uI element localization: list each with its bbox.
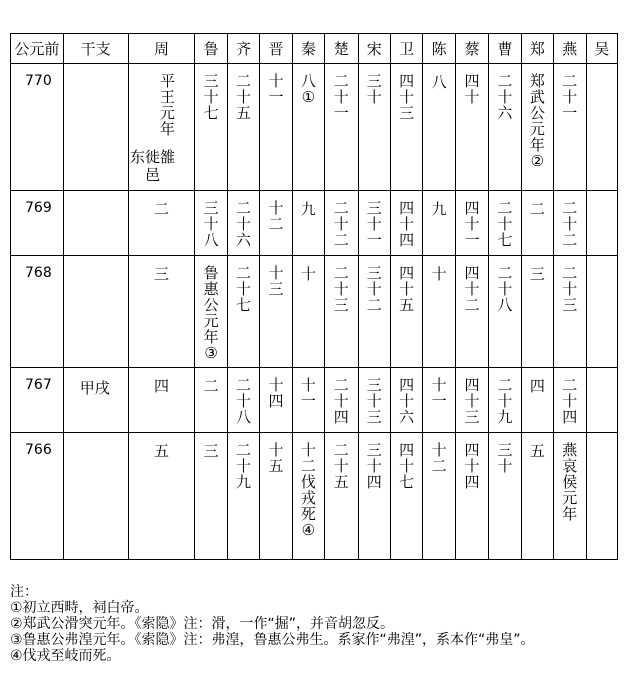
cell-zhou	[128, 433, 195, 560]
cell-wei	[390, 433, 422, 560]
cell-zheng	[521, 64, 553, 191]
cell-cao-text: 二十七	[497, 199, 513, 249]
cell-lu-text: 三十七	[203, 72, 219, 122]
cell-zhou	[128, 64, 195, 191]
cell-cai	[455, 433, 488, 560]
cell-chu-text: 二十三	[333, 264, 349, 314]
cell-qi	[227, 368, 259, 433]
cell-wu	[586, 368, 618, 433]
cell-song	[358, 368, 390, 433]
cell-yan	[554, 191, 586, 256]
cell-lu	[195, 191, 227, 256]
col-header-wu: 吴	[586, 34, 618, 64]
cell-wei-text: 四十五	[399, 264, 415, 314]
cell-qin-text: 十	[300, 265, 316, 283]
cell-yan-text: 燕哀侯元年	[562, 441, 578, 523]
cell-zheng-text: 郑武公元年②	[529, 72, 545, 170]
cell-chen-text: 九	[431, 200, 447, 218]
cell-qin-text: 十一	[300, 376, 316, 410]
cell-qin	[292, 64, 324, 191]
cell-wu	[586, 191, 618, 256]
cell-song-text: 三十四	[366, 441, 382, 491]
footnote-2: ②郑武公滑突元年。《索隐》注：滑，一作“掘”，并音胡忽反。	[10, 616, 395, 632]
cell-lu	[195, 64, 227, 191]
cell-qin	[292, 191, 324, 256]
col-header-zheng: 郑	[521, 34, 553, 64]
cell-chen-text: 十二	[431, 441, 447, 475]
cell-cao-text: 二十八	[497, 264, 513, 314]
cell-chu-text: 二十二	[333, 199, 349, 249]
cell-jin	[260, 256, 292, 368]
cell-jin	[260, 191, 292, 256]
cell-ganzhi	[63, 191, 128, 256]
cell-jin-text: 十一	[268, 72, 284, 106]
cell-cao	[489, 256, 521, 368]
footnote-4: ④伐戎至岐而死。	[10, 648, 121, 664]
cell-song	[358, 191, 390, 256]
cell-lu	[195, 433, 227, 560]
cell-jin	[260, 368, 292, 433]
col-header-jin: 晋	[260, 34, 292, 64]
cell-zhou-text: 四	[153, 377, 169, 395]
cell-zhou	[128, 191, 195, 256]
col-header-yan: 燕	[554, 34, 586, 64]
cell-cai-text: 四十四	[464, 441, 480, 491]
cell-qin	[292, 433, 324, 560]
cell-jin-text: 十二	[268, 199, 284, 233]
cell-song	[358, 433, 390, 560]
cell-ganzhi: 甲戌	[63, 368, 128, 433]
cell-chen	[423, 191, 455, 256]
notes-title: 注：	[10, 584, 38, 600]
col-header-year: 公元前	[11, 34, 64, 64]
cell-lu	[195, 368, 227, 433]
cell-qi-text: 二十五	[236, 72, 252, 122]
cell-song	[358, 256, 390, 368]
cell-song-text: 三十	[366, 72, 382, 106]
cell-qi-text: 二十六	[236, 199, 252, 249]
cell-wei-text: 四十三	[399, 72, 415, 122]
cell-wu	[586, 64, 618, 191]
cell-song-text: 三十一	[366, 199, 382, 249]
cell-zhou-text: 平王元年	[159, 72, 175, 138]
cell-zheng-text: 三	[529, 265, 545, 283]
cell-yan	[554, 256, 586, 368]
col-header-chu: 楚	[325, 34, 358, 64]
cell-cai	[455, 64, 488, 191]
cell-yan-text: 二十三	[562, 264, 578, 314]
cell-ganzhi	[63, 64, 128, 191]
cell-qi-text: 二十七	[236, 264, 252, 314]
cell-cao-text: 三十	[497, 441, 513, 475]
cell-qin-text: 九	[300, 200, 316, 218]
header-row	[11, 34, 618, 64]
table-row-768	[11, 256, 618, 368]
col-header-cai: 蔡	[455, 34, 488, 64]
cell-zhou	[128, 256, 195, 368]
cell-wei-text: 四十四	[399, 199, 415, 249]
cell-zheng-text: 五	[529, 442, 545, 460]
cell-chu	[325, 191, 358, 256]
cell-zheng	[521, 433, 553, 560]
cell-chu-text: 二十四	[333, 376, 349, 426]
cell-cao-text: 二十六	[497, 72, 513, 122]
cell-song-text: 三十三	[366, 376, 382, 426]
cell-cai	[455, 368, 488, 433]
col-header-qi: 齐	[227, 34, 259, 64]
cell-lu-text: 鲁惠公元年③	[203, 264, 219, 362]
col-header-lu: 鲁	[195, 34, 227, 64]
cell-song	[358, 64, 390, 191]
cell-zhou-text: 三	[153, 265, 169, 283]
cell-yan	[554, 433, 586, 560]
cell-wei	[390, 191, 422, 256]
cell-wei-text: 四十七	[399, 441, 415, 491]
cell-zhou-note: 东徙雒邑	[130, 148, 176, 184]
col-header-zhou: 周	[128, 34, 195, 64]
cell-lu-text: 二	[203, 377, 219, 395]
cell-year: 769	[11, 191, 64, 256]
chronology-table	[10, 33, 618, 560]
cell-qi-text: 二十八	[236, 376, 252, 426]
cell-yan	[554, 368, 586, 433]
footnotes	[10, 584, 622, 664]
cell-year: 767	[11, 368, 64, 433]
cell-zheng	[521, 191, 553, 256]
cell-ganzhi	[63, 256, 128, 368]
cell-year: 770	[11, 64, 64, 191]
cell-wu	[586, 433, 618, 560]
cell-wu	[586, 256, 618, 368]
cell-song-text: 三十二	[366, 264, 382, 314]
cell-chen	[423, 368, 455, 433]
cell-wei	[390, 64, 422, 191]
col-header-qin: 秦	[292, 34, 324, 64]
cell-zheng	[521, 368, 553, 433]
cell-zheng-text: 四	[529, 377, 545, 395]
cell-zhou-text: 五	[153, 442, 169, 460]
col-header-chen: 陈	[423, 34, 455, 64]
cell-zhou	[128, 368, 195, 433]
cell-yan-text: 二十四	[562, 376, 578, 426]
cell-chen	[423, 64, 455, 191]
cell-cao	[489, 433, 521, 560]
table-row-770	[11, 64, 618, 191]
cell-cai	[455, 256, 488, 368]
cell-jin	[260, 433, 292, 560]
cell-year: 766	[11, 433, 64, 560]
cell-year: 768	[11, 256, 64, 368]
cell-jin-text: 十四	[268, 376, 284, 410]
cell-chen	[423, 433, 455, 560]
cell-chu	[325, 368, 358, 433]
col-header-song: 宋	[358, 34, 390, 64]
cell-chen-text: 十	[431, 265, 447, 283]
cell-lu-text: 三	[203, 442, 219, 460]
cell-yan-text: 二十一	[562, 72, 578, 122]
table-row-766	[11, 433, 618, 560]
cell-jin	[260, 64, 292, 191]
cell-cao	[489, 64, 521, 191]
cell-wei	[390, 256, 422, 368]
cell-wei	[390, 368, 422, 433]
cell-cai-text: 四十一	[464, 199, 480, 249]
cell-cai-text: 四十三	[464, 376, 480, 426]
cell-qin-text: 八①	[300, 72, 316, 106]
footnote-1: ①初立西畤，祠白帝。	[10, 600, 149, 616]
cell-yan-text: 二十二	[562, 199, 578, 249]
cell-cai-text: 四十	[464, 72, 480, 106]
cell-zheng	[521, 256, 553, 368]
col-header-ganzhi: 干支	[63, 34, 128, 64]
cell-wei-text: 四十六	[399, 376, 415, 426]
table-row-767	[11, 368, 618, 433]
table-row-769	[11, 191, 618, 256]
footnote-3: ③鲁惠公弗湟元年。《索隐》注：弗湟，鲁惠公弗生。系家作“弗湟”，系本作“弗皇”。	[10, 632, 535, 648]
cell-qi	[227, 433, 259, 560]
cell-jin-text: 十五	[268, 441, 284, 475]
cell-chu-text: 二十五	[333, 441, 349, 491]
cell-cai	[455, 191, 488, 256]
cell-chu-text: 二十一	[333, 72, 349, 122]
cell-chu	[325, 433, 358, 560]
cell-cao-text: 二十九	[497, 376, 513, 426]
cell-chu	[325, 256, 358, 368]
cell-lu-text: 三十八	[203, 199, 219, 249]
cell-qin	[292, 368, 324, 433]
cell-chen	[423, 256, 455, 368]
cell-chu	[325, 64, 358, 191]
cell-zheng-text: 二	[529, 200, 545, 218]
cell-qin	[292, 256, 324, 368]
cell-cao	[489, 368, 521, 433]
col-header-cao: 曹	[489, 34, 521, 64]
cell-qi	[227, 64, 259, 191]
cell-qi	[227, 256, 259, 368]
cell-qi-text: 二十九	[236, 441, 252, 491]
cell-chen-text: 十一	[431, 376, 447, 410]
cell-zhou-text: 二	[153, 200, 169, 218]
cell-ganzhi	[63, 433, 128, 560]
cell-cao	[489, 191, 521, 256]
cell-jin-text: 十三	[268, 264, 284, 298]
cell-qin-text: 十二伐戎死④	[300, 441, 316, 539]
cell-lu	[195, 256, 227, 368]
cell-yan	[554, 64, 586, 191]
cell-chen-text: 八	[431, 73, 447, 91]
col-header-wei: 卫	[390, 34, 422, 64]
cell-qi	[227, 191, 259, 256]
cell-cai-text: 四十二	[464, 264, 480, 314]
